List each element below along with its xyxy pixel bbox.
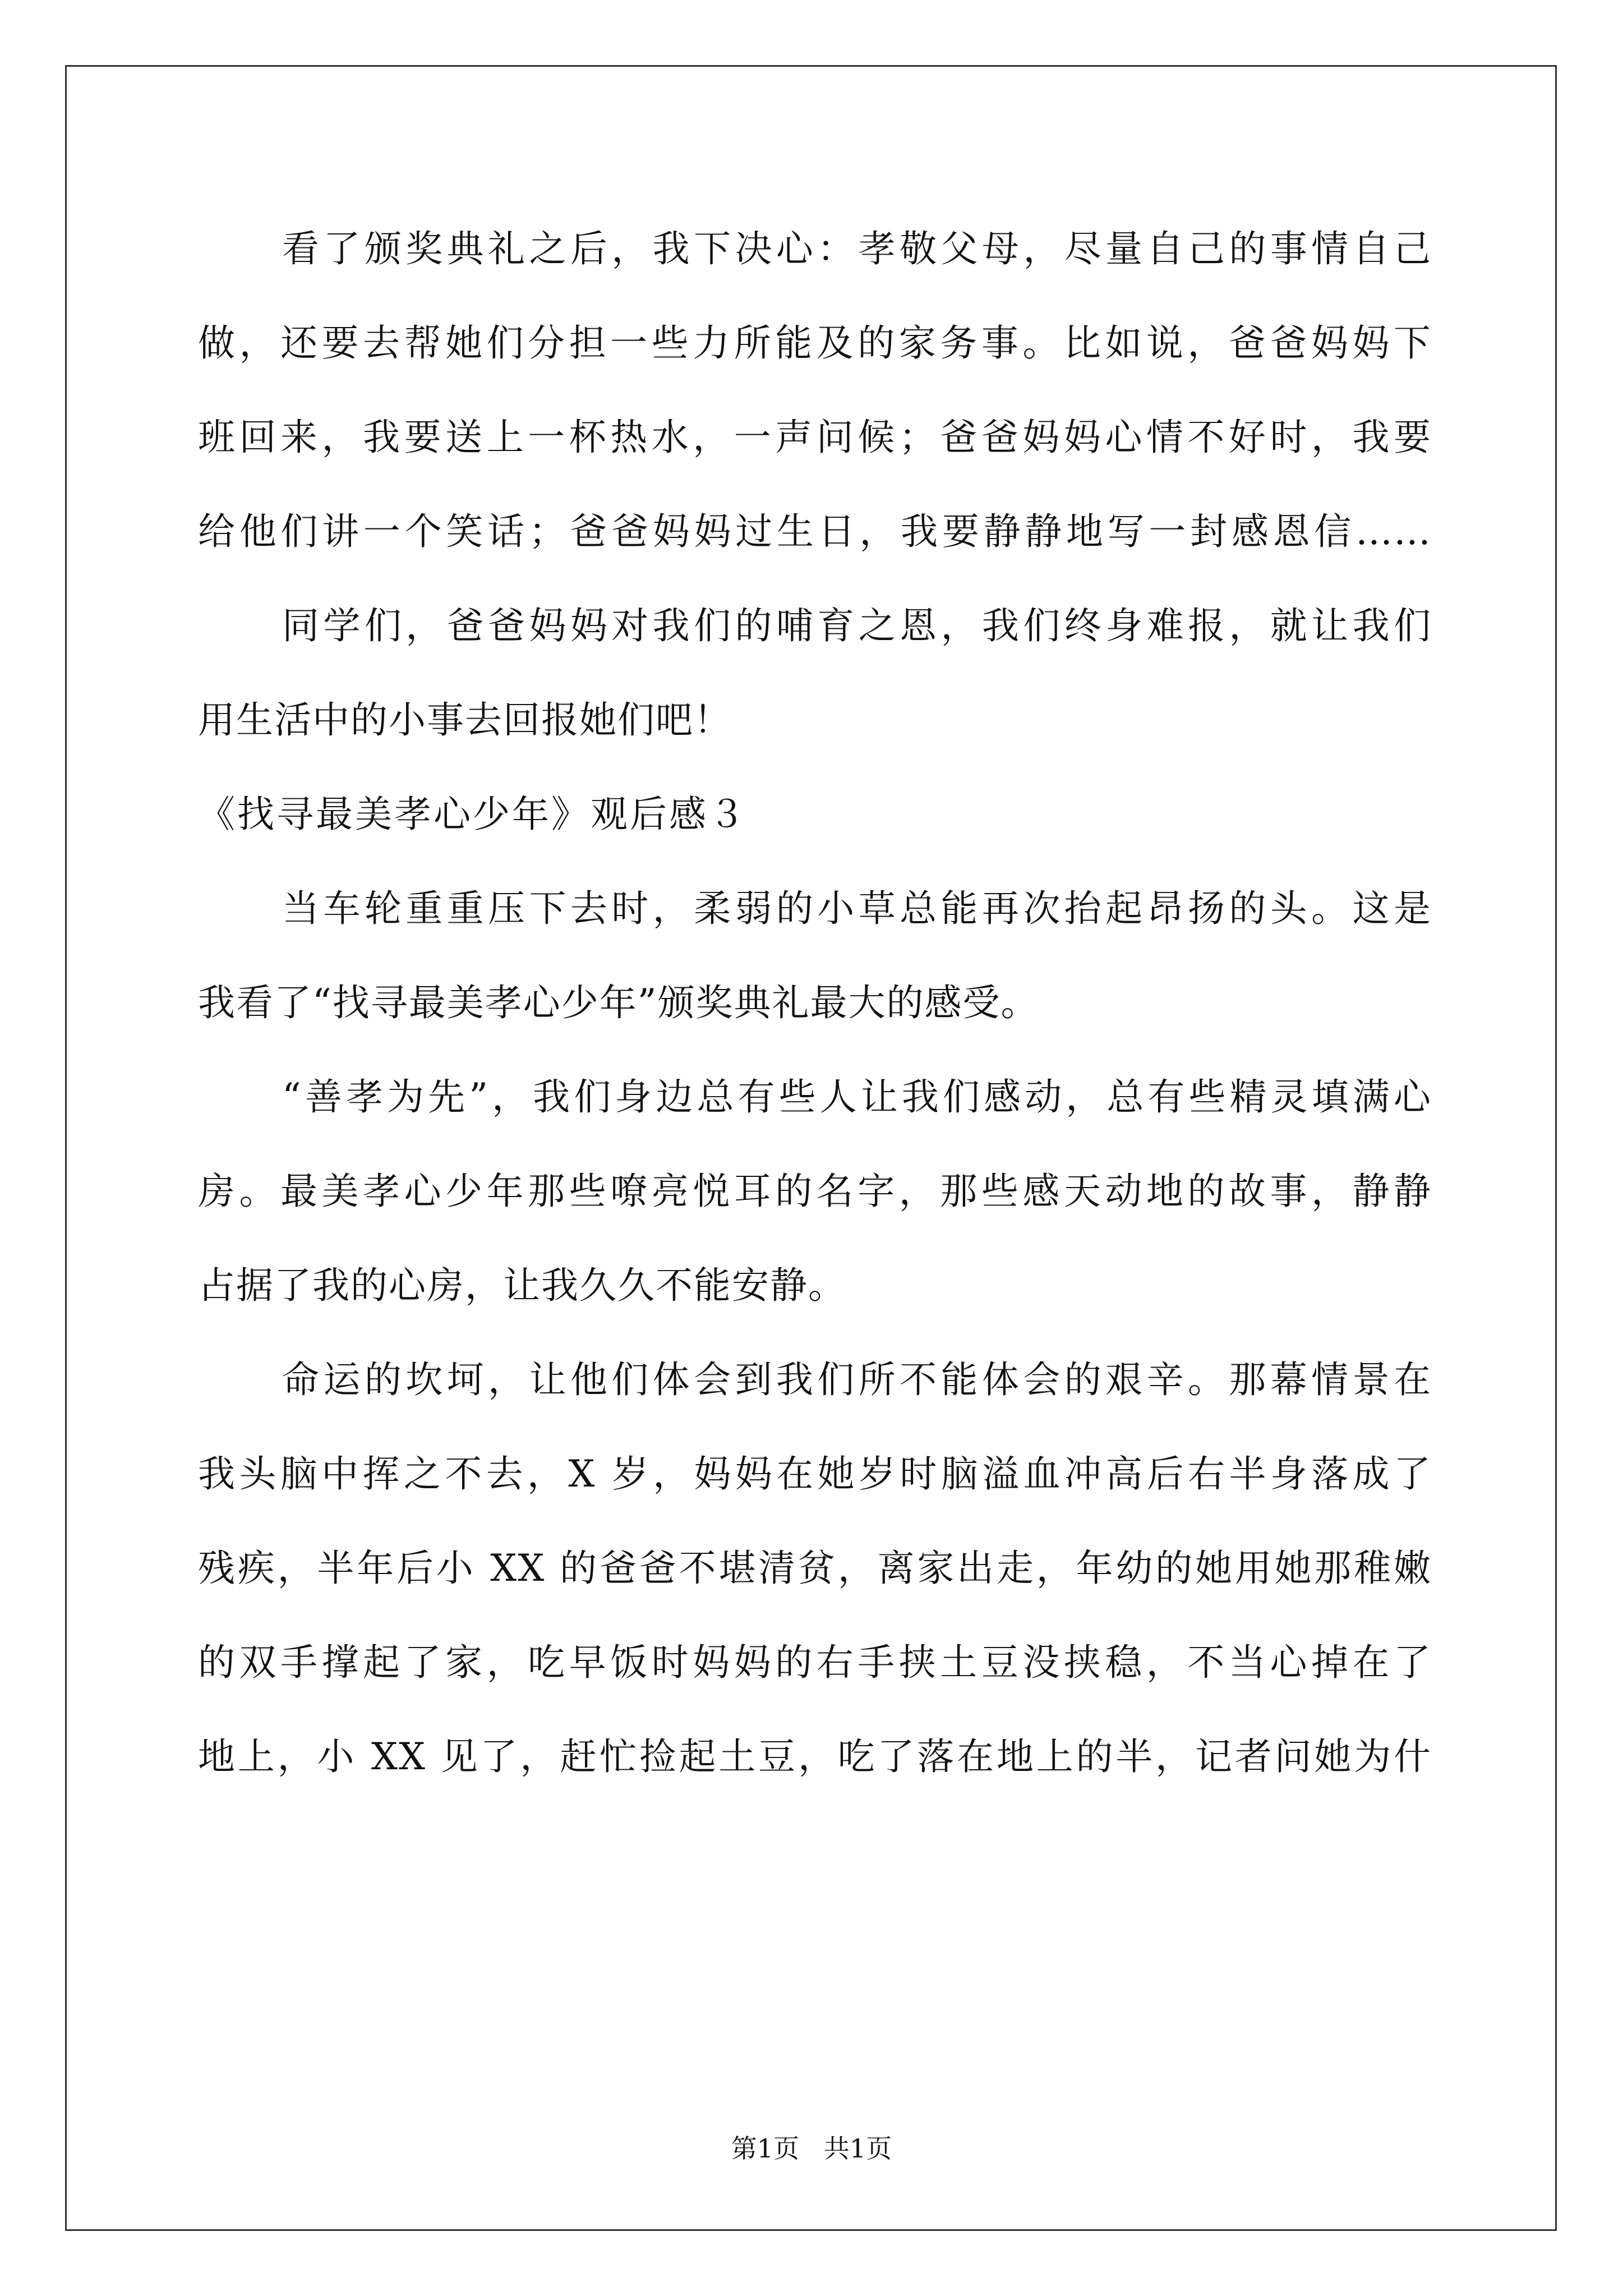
paragraph-line: 当车轮重重压下去时，柔弱的小草总能再次抬起昂扬的头。这是	[282, 887, 1432, 930]
section-heading: 《找寻最美孝心少年》观后感３	[198, 793, 748, 836]
paragraph-line: 做，还要去帮她们分担一些力所能及的家务事。比如说，爸爸妈妈下	[198, 321, 1432, 365]
paragraph-line: 命运的坎坷，让他们体会到我们所不能体会的艰辛。那幕情景在	[282, 1358, 1432, 1401]
paragraph-line: 我看了“找寻最美孝心少年”颁奖典礼最大的感受。	[198, 981, 1039, 1024]
paragraph-line: “善孝为先”，我们身边总有些人让我们感动，总有些精灵填满心	[282, 1075, 1432, 1119]
paragraph-line: 我头脑中挥之不去，X 岁，妈妈在她岁时脑溢血冲高后右半身落成了	[198, 1452, 1432, 1496]
paragraph-line: 残疾，半年后小 XX 的爸爸不堪清贫，离家出走，年幼的她用她那稚嫩	[198, 1547, 1432, 1590]
paragraph-line: 占据了我的心房，让我久久不能安静。	[198, 1264, 846, 1307]
paragraph-line: 地上，小 XX 见了，赶忙捡起土豆，吃了落在地上的半，记者问她为什	[198, 1735, 1432, 1778]
paragraph-line: 用生活中的小事去回报她们吧！	[198, 698, 732, 742]
paragraph-line: 同学们，爸爸妈妈对我们的哺育之恩，我们终身难报，就让我们	[282, 604, 1432, 647]
page-footer: 第1页 共1页	[731, 2133, 892, 2164]
document-body	[198, 202, 1432, 1804]
paragraph-line: 班回来，我要送上一杯热水，一声问候；爸爸妈妈心情不好时，我要	[198, 416, 1432, 459]
paragraph-line: 的双手撑起了家，吃早饭时妈妈的右手挟土豆没挟稳，不当心掉在了	[198, 1641, 1432, 1684]
paragraph-line: 看了颁奖典礼之后，我下决心：孝敬父母，尽量自己的事情自己	[282, 227, 1432, 270]
paragraph-line: 房。最美孝心少年那些嘹亮悦耳的名字，那些感天动地的故事，静静	[198, 1170, 1432, 1213]
paragraph-line: 给他们讲一个笑话；爸爸妈妈过生日，我要静静地写一封感恩信……	[198, 510, 1432, 553]
